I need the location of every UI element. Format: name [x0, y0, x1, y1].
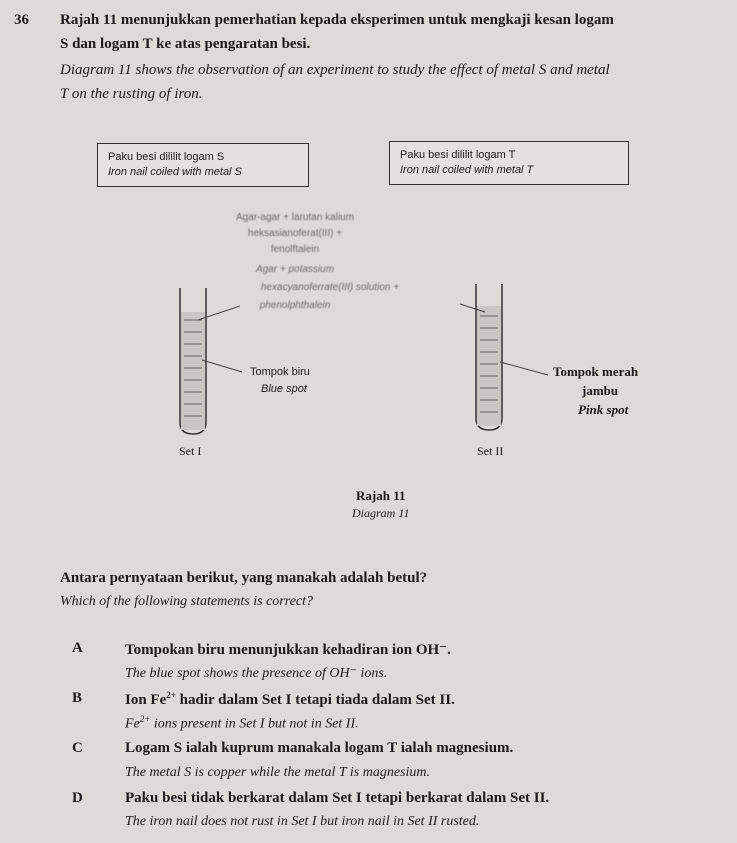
option-b-ms-pre: Ion Fe	[125, 692, 167, 708]
box-right-en: Iron nail coiled with metal T	[400, 164, 534, 176]
option-c-ms[interactable]: Logam S ialah kuprum manakala logam T ialah magnesium.	[125, 740, 514, 756]
spot-left-ms: Tompok biru	[250, 366, 310, 378]
option-c-en: The metal S is copper while the metal T is magnesium.	[125, 765, 430, 780]
option-b-ms-sup: 2+	[166, 690, 176, 700]
option-b-ms-post: hadir dalam Set I tetapi tiada dalam Set II.	[175, 692, 455, 708]
prompt-ms: Antara pernyataan berikut, yang manakah adalah betul?	[60, 570, 428, 586]
box-left-en: Iron nail coiled with metal S	[108, 166, 242, 178]
option-a-en: The blue spot shows the presence of OH⁻ ions.	[125, 666, 388, 681]
option-b-en	[125, 714, 359, 733]
spot-right-en: Pink spot	[578, 402, 629, 417]
set-2-label: Set II	[477, 444, 504, 458]
solution-ms-line2: heksasianoferat(III) +	[247, 228, 343, 239]
solution-en-line1: Agar + potassium	[255, 264, 335, 275]
box-left-ms: Paku besi dililit logam S	[108, 151, 225, 163]
stem-ms-line2: S dan logam T ke atas pengaratan besi.	[60, 36, 311, 52]
test-tube-set-1	[180, 288, 206, 434]
diagram-caption-en: Diagram 11	[352, 506, 410, 520]
stem-en-line2: T on the rusting of iron.	[60, 86, 203, 102]
option-c-letter[interactable]: C	[72, 740, 83, 756]
option-b-en-sup: 2+	[139, 714, 151, 724]
option-b-en-post: ions present in Set I but not in Set II.	[150, 716, 359, 732]
spot-right-ms-line2: jambu	[582, 383, 619, 398]
set-1-label: Set I	[179, 444, 202, 458]
solution-ms-line3: fenolftalein	[270, 244, 320, 255]
solution-ms-line1: Agar-agar + larutan kalium	[235, 212, 355, 223]
option-a-ms[interactable]: Tompokan biru menunjukkan kehadiran ion OH⁻.	[125, 642, 451, 658]
box-right-ms: Paku besi dililit logam T	[400, 149, 516, 161]
spot-right-ms-line1: Tompok merah	[553, 364, 639, 379]
question-number: 36	[14, 12, 29, 28]
option-a-letter[interactable]: A	[72, 640, 83, 656]
stem-ms-line1: Rajah 11 menunjukkan pemerhatian kepada eksperimen untuk mengkaji kesan logam	[60, 12, 614, 28]
stem-en-line1: Diagram 11 shows the observation of an experiment to study the effect of metal S and metal	[60, 62, 610, 78]
option-d-letter[interactable]: D	[72, 790, 83, 806]
option-d-ms[interactable]: Paku besi tidak berkarat dalam Set I tetapi berkarat dalam Set II.	[125, 790, 550, 806]
option-d-en: The iron nail does not rust in Set I but iron nail in Set II rusted.	[125, 814, 480, 829]
spot-left-en: Blue spot	[261, 383, 307, 395]
option-b-ms[interactable]	[125, 690, 455, 709]
option-b-en-pre: Fe	[125, 716, 140, 732]
test-tube-set-2	[476, 284, 502, 430]
prompt-en: Which of the following statements is correct?	[60, 594, 314, 609]
solution-en-line2: hexacyanoferrate(III) solution +	[260, 282, 400, 293]
diagram-caption-ms: Rajah 11	[356, 488, 406, 503]
option-b-letter[interactable]: B	[72, 690, 83, 706]
solution-en-line3: phenolphthalein	[259, 300, 331, 311]
